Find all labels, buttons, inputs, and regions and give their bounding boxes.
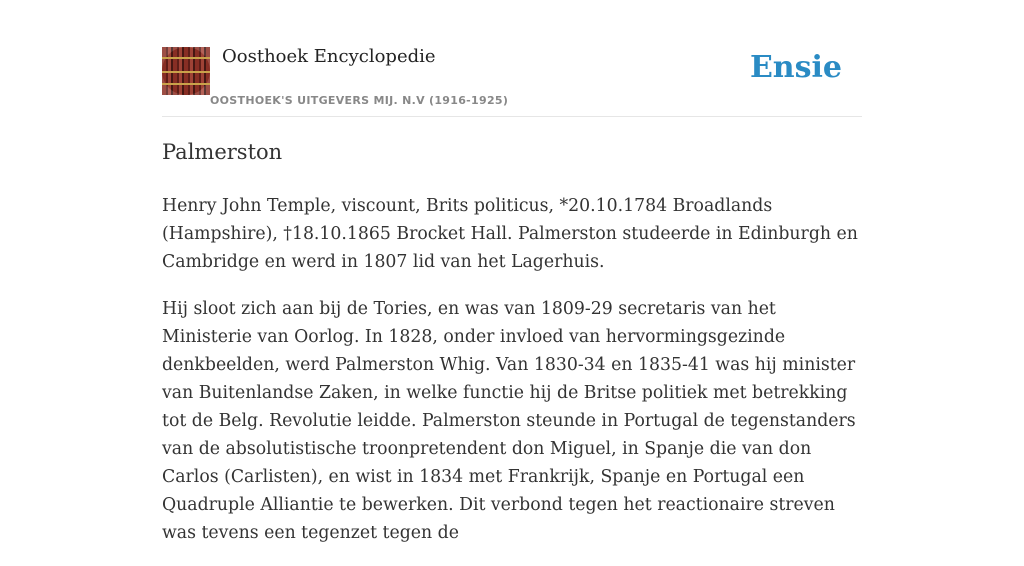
encyclopedia-books-logo-icon[interactable] <box>162 47 210 95</box>
article-paragraph-2: Hij sloot zich aan bij de Tories, en was van 1809-29 secretaris van het Ministerie van Oorlog. In 1828, onder invloed van hervormingsgezinde denkbeelden, werd Palmerston Whig. Van 1830-34 en 1835-41 was hij minister van Buitenlandse Zaken, in welke functie hij de Britse politiek met betrekking tot de Belg. Revolutie leidde. Palmerston steunde in Portugal de tegenstanders van de absolutistische troonpretendent don Miguel, in Spanje die van don Carlos (Carlisten), en wist in 1834 met Frankrijk, Spanje en Portugal een Quadruple Alliantie te bewerken. Dit verbond tegen het reactionaire streven was tevens een tegenzet tegen de <box>162 299 856 543</box>
site-header <box>162 0 862 117</box>
site-name[interactable]: Oosthoek Encyclopedie <box>222 46 436 67</box>
ensie-brand-link[interactable]: Ensie <box>749 50 842 85</box>
article-title: Palmerston <box>162 140 283 164</box>
article-paragraph-1: Henry John Temple, viscount, Brits politicus, *20.10.1784 Broadlands (Hampshire), †18.10.1865 Brocket Hall. Palmerston studeerde in Edinburgh en Cambridge en werd in 1807 lid van het Lagerhuis. <box>162 196 858 272</box>
article-body <box>162 192 868 566</box>
content-column <box>162 0 862 543</box>
publisher-label: OOSTHOEK'S UITGEVERS MIJ. N.V (1916-1925) <box>210 94 509 107</box>
